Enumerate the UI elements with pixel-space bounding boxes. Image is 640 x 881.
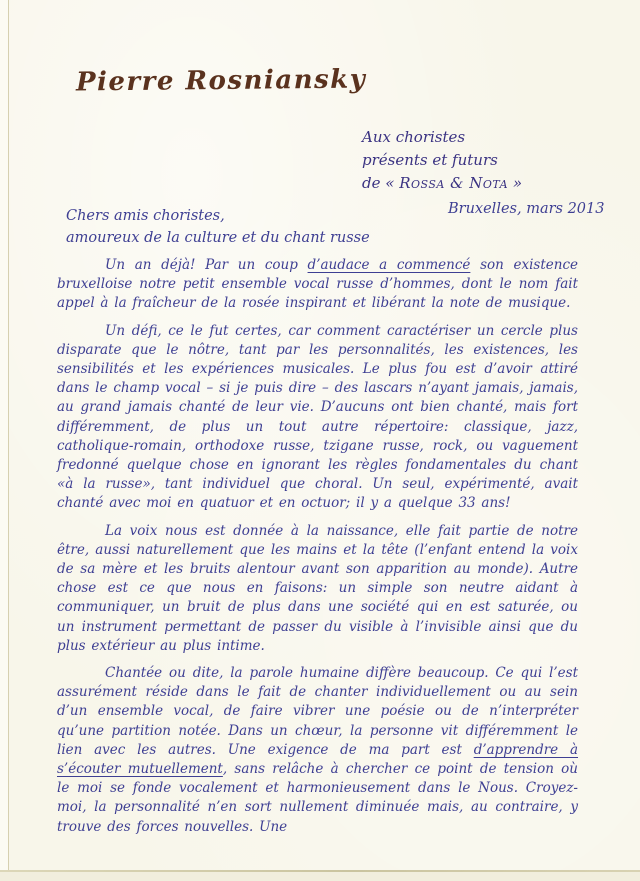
letter-paragraph bbox=[57, 322, 578, 514]
letterhead-name: Pierre Rosniansky bbox=[75, 64, 367, 98]
recipient-line-ensemble-name bbox=[362, 172, 522, 195]
text-segment: Un an déjà! Par un coup bbox=[105, 257, 308, 273]
underlined-text: d’audace a commencé bbox=[307, 257, 471, 273]
salutation-line: amoureux de la culture et du chant russe bbox=[66, 229, 370, 246]
recipient-line: Aux choristes bbox=[362, 128, 466, 146]
text-segment: La voix nous est donnée à la naissance, elle fait partie de notre être, aussi naturellement que les mains et la tête (l’enfant entend la voix de sa mère et les bruits alentour avant son apparition au monde). Autre chose est ce que nous en faisons: un simple son neutre aidant à communiquer, un bruit de plus dans une société qui en est saturée, ou un instrument permettant de passer du visible à l’invisible ainsi que du plus extérieur au plus intime. bbox=[57, 522, 578, 654]
text-segment: son existence bruxelloise notre petit ensemble vocal russe d’hommes, dont le nom fait appel à la fraîcheur de la rosée inspirant et libérant la note de musique. bbox=[57, 257, 578, 312]
scan-margin-bottom bbox=[0, 872, 640, 881]
scan-edge-left bbox=[0, 0, 9, 881]
text-segment: , sans relâche à chercher ce point de tension où le moi se fonde vocalement et harmonieusement dans le Nous. Croyez-moi, la personnalité n’en sort nullement diminuée mais, au contraire, y trouve des forces nouvelles. Une bbox=[57, 761, 579, 835]
letter-paragraph bbox=[57, 522, 578, 656]
text-segment: » bbox=[508, 174, 523, 192]
text-segment: de « bbox=[362, 174, 400, 192]
salutation-line: Chers amis choristes, bbox=[66, 208, 225, 224]
text-segment: Chantée ou dite, la parole humaine diffère beaucoup. Ce qui l’est assurément réside dans le fait de chanter individuellement ou au sein d’un ensemble vocal, de faire vibrer une poésie ou de n’interpréter qu’une partition notée. Dans un chœur, la personne vit différemment le lien avec les autres. Une exigence de ma part est bbox=[57, 665, 578, 758]
salutation bbox=[66, 206, 370, 249]
text-segment: Un défi, ce le fut certes, car comment caractériser un cercle plus disparate que le nôtre, tant par les personnalités, les existences, les sensibilités et les expériences musicales. Le plus fou est d’avoir attiré dans le champ vocal – si je puis dire – des lascars n’ayant jamais, jamais, au grand jamais chanté de leur vie. D’aucuns ont bien chanté, mais fort différemment, de plus un tout autre répertoire: classique, jazz, catholique-romain, orthodoxe russe, tzigane russe, rock, ou vaguement fredonné quelque chose en ignorant les règles fondamentales du chant «à la russe», tant individuel que choral. Un seul, expérimenté, avait chanté avec moi en quatuor et en octuor; il y a quelque 33 ans! bbox=[57, 322, 578, 512]
recipient-block bbox=[362, 126, 522, 195]
dateline: Bruxelles, mars 2013 bbox=[448, 201, 605, 217]
letter-paragraph bbox=[57, 664, 578, 837]
underlined-text: d’apprendre à s’écouter mutuellement bbox=[57, 741, 579, 778]
letter-body bbox=[57, 256, 578, 845]
recipient-line: présents et futurs bbox=[362, 151, 498, 169]
text-segment: Rossa & Nota bbox=[399, 174, 509, 192]
letter-paragraph bbox=[57, 256, 578, 314]
